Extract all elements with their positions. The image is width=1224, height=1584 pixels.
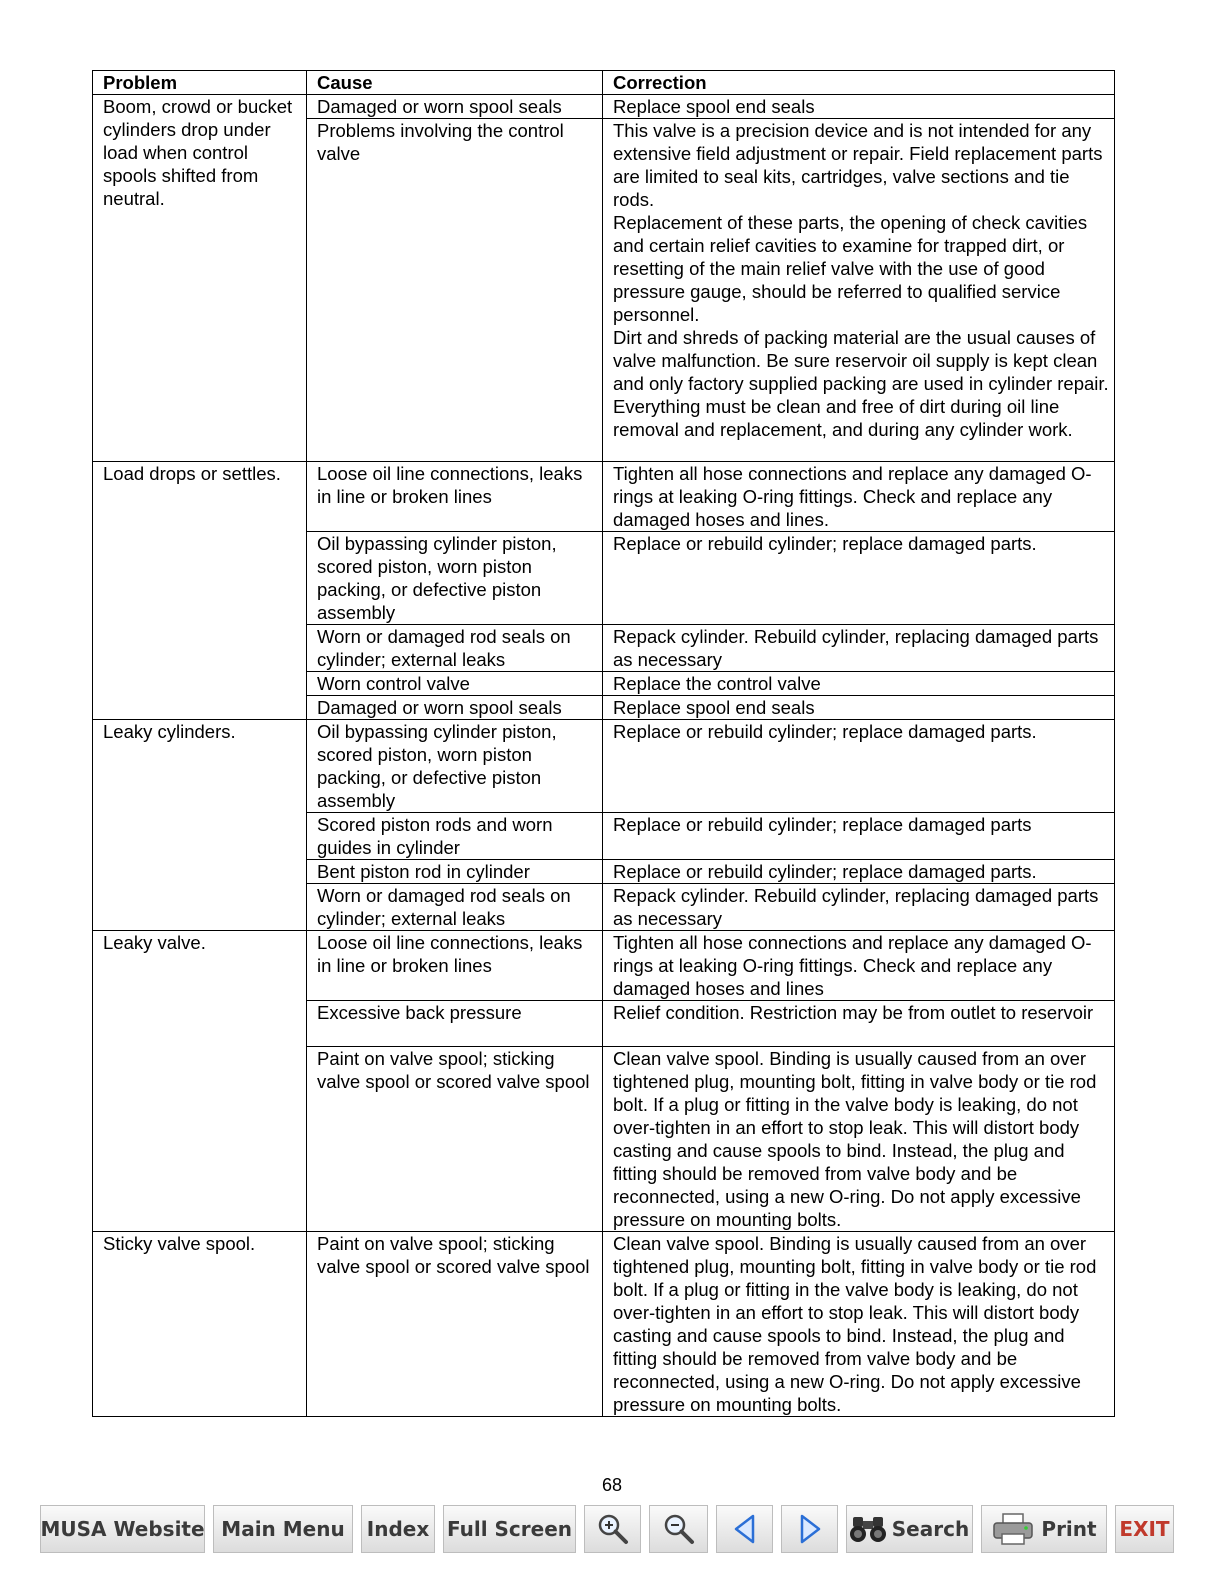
index-label: Index	[366, 1517, 430, 1541]
page-number: 68	[601, 1475, 623, 1495]
correction-cell: Repack cylinder. Rebuild cylinder, replacing damaged parts as necessary	[603, 625, 1115, 672]
correction-cell: Replace or rebuild cylinder; replace damaged parts	[603, 813, 1115, 860]
navigation-toolbar	[0, 1505, 1224, 1555]
troubleshooting-table	[92, 70, 1115, 1417]
correction-cell: Clean valve spool. Binding is usually caused from an over tightened plug, mounting bolt, fitting in valve body or tie rod bolt. If a plug or fitting in the valve body is leaking, do not over-tighten in an effort to stop leak. This will distort body casting and cause spools to bind. Instead, the plug and fitting should be removed from valve body and be reconnected, using a new O-ring. Do not apply excessive pressure on mounting bolts.	[603, 1047, 1115, 1232]
arrow-left-icon	[732, 1513, 758, 1545]
problem-cell: Load drops or settles.	[93, 462, 307, 720]
cause-cell: Worn control valve	[307, 672, 603, 696]
print-button[interactable]	[981, 1505, 1107, 1553]
cause-cell: Oil bypassing cylinder piston, scored piston, worn piston packing, or defective piston assembly	[307, 532, 603, 625]
header-problem: Problem	[93, 71, 307, 95]
cause-cell: Paint on valve spool; sticking valve spool or scored valve spool	[307, 1232, 603, 1417]
index-button[interactable]	[361, 1505, 435, 1553]
exit-button[interactable]	[1115, 1505, 1174, 1553]
printer-icon	[991, 1512, 1035, 1546]
musa-website-label: MUSA Website	[40, 1517, 205, 1541]
cause-cell: Loose oil line connections, leaks in line or broken lines	[307, 462, 603, 532]
table-row	[93, 931, 1115, 1001]
next-page-button[interactable]	[781, 1505, 838, 1553]
table-row	[93, 462, 1115, 532]
cause-cell: Problems involving the control valve	[307, 119, 603, 462]
cause-cell: Loose oil line connections, leaks in line or broken lines	[307, 931, 603, 1001]
print-label: Print	[1041, 1517, 1097, 1541]
table-header-row	[93, 71, 1115, 95]
correction-cell: Replace or rebuild cylinder; replace damaged parts.	[603, 532, 1115, 625]
search-label: Search	[891, 1517, 970, 1541]
problem-cell: Leaky cylinders.	[93, 720, 307, 931]
musa-website-button[interactable]	[40, 1505, 205, 1553]
table-row	[93, 1232, 1115, 1417]
correction-cell: Repack cylinder. Rebuild cylinder, replacing damaged parts as necessary	[603, 884, 1115, 931]
main-menu-button[interactable]	[213, 1505, 353, 1553]
full-screen-button[interactable]	[443, 1505, 576, 1553]
zoom-in-button[interactable]	[584, 1505, 641, 1553]
problem-cell: Leaky valve.	[93, 931, 307, 1232]
arrow-right-icon	[797, 1513, 823, 1545]
full-screen-label: Full Screen	[446, 1517, 573, 1541]
table-row	[93, 720, 1115, 813]
header-correction: Correction	[603, 71, 1115, 95]
previous-page-button[interactable]	[716, 1505, 773, 1553]
zoom-out-button[interactable]	[649, 1505, 708, 1553]
correction-cell: Replace or rebuild cylinder; replace damaged parts.	[603, 860, 1115, 884]
cause-cell: Bent piston rod in cylinder	[307, 860, 603, 884]
zoom-out-icon	[662, 1512, 696, 1546]
header-cause: Cause	[307, 71, 603, 95]
cause-cell: Excessive back pressure	[307, 1001, 603, 1047]
correction-cell: Tighten all hose connections and replace any damaged O-rings at leaking O-ring fittings. Check and replace any damaged hoses and lines.	[603, 462, 1115, 532]
zoom-in-icon	[596, 1512, 630, 1546]
correction-cell: Tighten all hose connections and replace any damaged O-rings at leaking O-ring fittings. Check and replace any damaged hoses and lines	[603, 931, 1115, 1001]
main-menu-label: Main Menu	[221, 1517, 345, 1541]
table-row	[93, 95, 1115, 119]
correction-cell: This valve is a precision device and is not intended for any extensive field adjustment or repair. Field replacement parts are limited to seal kits, cartridges, valve sections and tie rods. Replacement of these parts, the opening of check cavities and certain relief cavities to examine for trapped dirt, or resetting of the main relief valve with the use of good pressure gauge, should be referred to qualified service personnel. Dirt and shreds of packing material are the usual causes of valve malfunction. Be sure reservoir oil supply is kept clean and only factory supplied packing are used in cylinder repair. Everything must be clean and free of dirt during oil line removal and replacement, and during any cylinder work.	[603, 119, 1115, 462]
cause-cell: Oil bypassing cylinder piston, scored piston, worn piston packing, or defective piston assembly	[307, 720, 603, 813]
cause-cell: Paint on valve spool; sticking valve spool or scored valve spool	[307, 1047, 603, 1232]
cause-cell: Damaged or worn spool seals	[307, 696, 603, 720]
exit-label: EXIT	[1119, 1517, 1170, 1541]
correction-cell: Replace spool end seals	[603, 95, 1115, 119]
problem-cell: Boom, crowd or bucket cylinders drop under load when control spools shifted from neutral.	[93, 95, 307, 462]
binoculars-icon	[850, 1513, 886, 1545]
search-button[interactable]	[846, 1505, 973, 1553]
cause-cell: Damaged or worn spool seals	[307, 95, 603, 119]
cause-cell: Worn or damaged rod seals on cylinder; external leaks	[307, 884, 603, 931]
correction-cell: Clean valve spool. Binding is usually caused from an over tightened plug, mounting bolt, fitting in valve body or tie rod bolt. If a plug or fitting in the valve body is leaking, do not over-tighten in an effort to stop leak. This will distort body casting and cause spools to bind. Instead, the plug and fitting should be removed from valve body and be reconnected, using a new O-ring. Do not apply excessive pressure on mounting bolts.	[603, 1232, 1115, 1417]
cause-cell: Worn or damaged rod seals on cylinder; external leaks	[307, 625, 603, 672]
correction-cell: Replace or rebuild cylinder; replace damaged parts.	[603, 720, 1115, 813]
cause-cell: Scored piston rods and worn guides in cylinder	[307, 813, 603, 860]
correction-cell: Relief condition. Restriction may be from outlet to reservoir	[603, 1001, 1115, 1047]
correction-cell: Replace the control valve	[603, 672, 1115, 696]
problem-cell: Sticky valve spool.	[93, 1232, 307, 1417]
correction-cell: Replace spool end seals	[603, 696, 1115, 720]
